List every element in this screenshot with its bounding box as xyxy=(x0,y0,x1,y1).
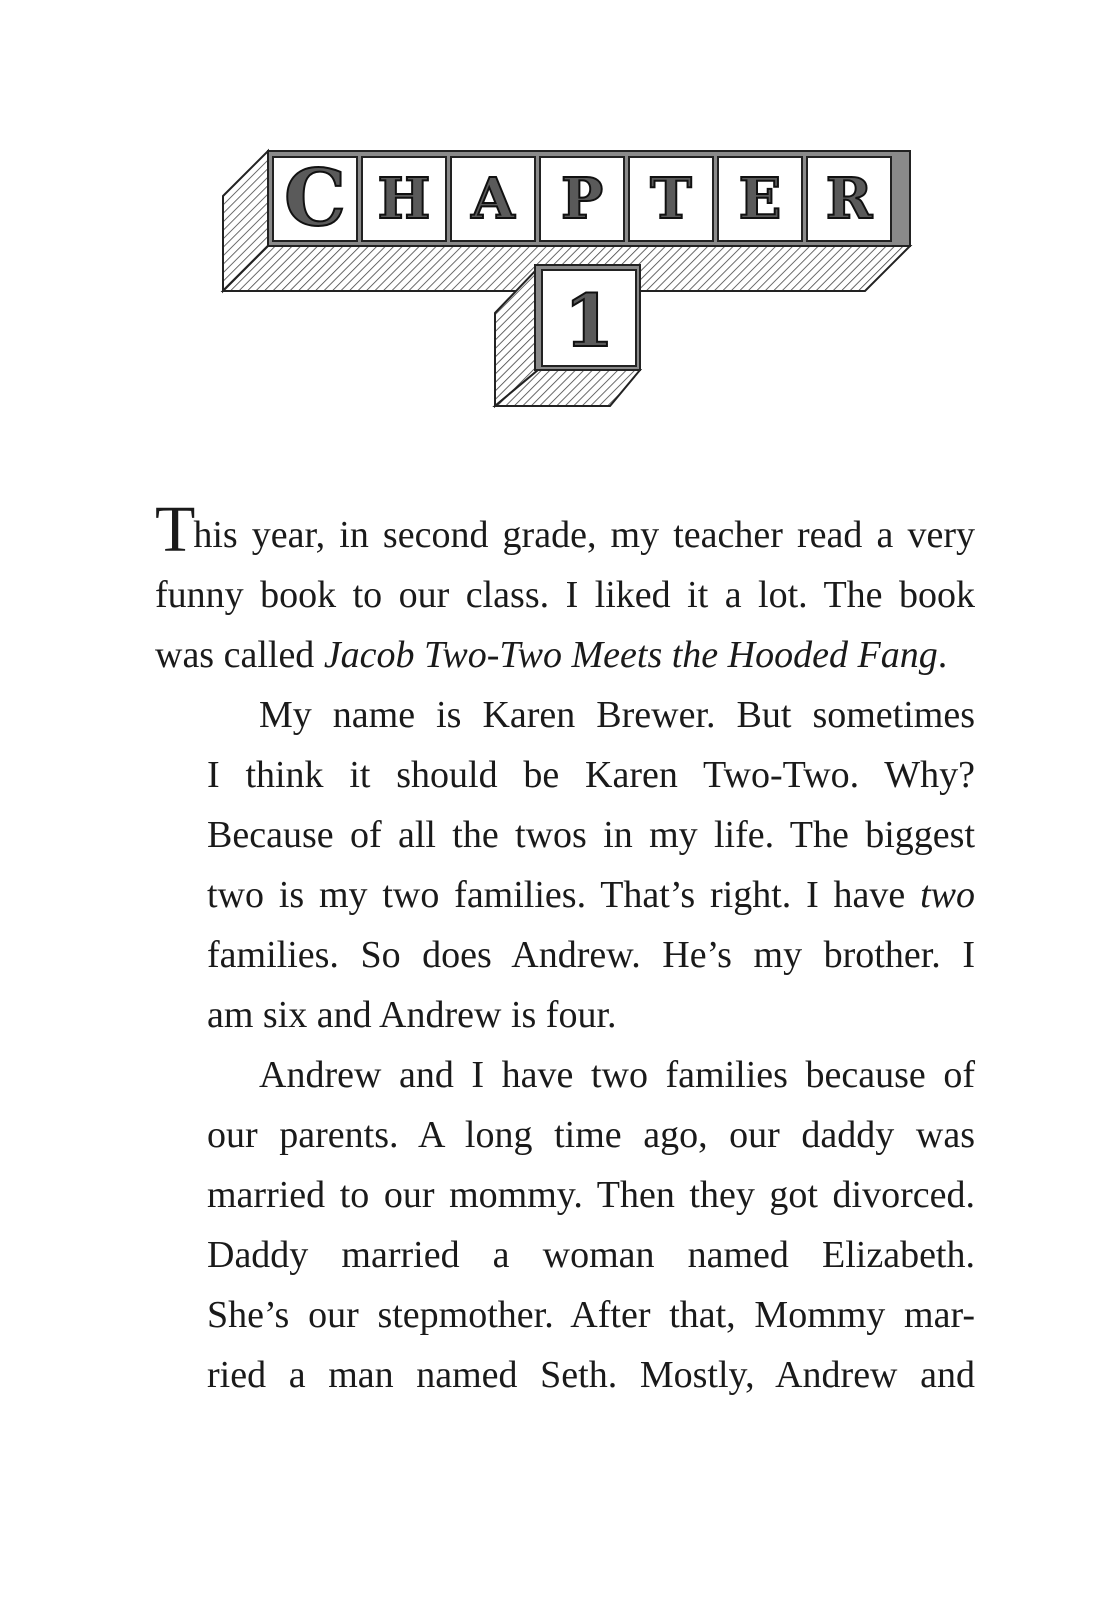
text-run: My name is Karen Brewer. But sometimes xyxy=(259,694,975,736)
text-run: I think it should be Karen Two-Two. Why? xyxy=(207,754,975,796)
text-run: Andrew and I have two families because of xyxy=(259,1054,975,1096)
paragraph xyxy=(155,1045,975,1405)
text-line xyxy=(155,805,975,865)
chapter-letter-block: A xyxy=(450,156,536,242)
text-run: Because of all the twos in my life. The biggest xyxy=(207,814,975,856)
text-run: funny book to our class. I liked it a lot. The book xyxy=(155,574,975,616)
text-line xyxy=(155,1225,975,1285)
text-run: his year, in second grade, my teacher read a very xyxy=(193,514,975,556)
italic-text: Jacob Two-Two Meets the Hooded Fang xyxy=(323,634,938,676)
text-run: ried a man named Seth. Mostly, Andrew and xyxy=(207,1354,975,1396)
text-run: married to our mommy. Then they got divorced. xyxy=(207,1174,975,1216)
text-run: Daddy married a woman named Elizabeth. xyxy=(207,1234,975,1276)
text-line xyxy=(155,625,975,685)
text-run: our parents. A long time ago, our daddy was xyxy=(207,1114,975,1156)
text-line xyxy=(155,1345,975,1405)
text-line xyxy=(155,1285,975,1345)
chapter-letter-block: P xyxy=(539,156,625,242)
chapter-letter-block: H xyxy=(361,156,447,242)
text-run: . xyxy=(937,634,948,676)
chapter-letter-block: C xyxy=(272,156,358,242)
chapter-letter-block: T xyxy=(628,156,714,242)
text-line xyxy=(155,685,975,745)
text-line xyxy=(155,1165,975,1225)
text-line xyxy=(155,985,975,1045)
paragraph xyxy=(155,493,975,685)
text-run: two is my two families. That’s right. I have xyxy=(207,874,921,916)
text-run: families. So does Andrew. He’s my brother. I xyxy=(207,934,975,976)
text-line xyxy=(155,1045,975,1105)
chapter-number: 1 xyxy=(563,278,615,363)
chapter-letter-block: R xyxy=(806,156,892,242)
italic-text: two xyxy=(920,874,975,916)
text-run: was called xyxy=(155,634,324,676)
paragraph xyxy=(155,685,975,1045)
text-run: She’s our stepmother. After that, Mommy mar- xyxy=(207,1294,975,1336)
drop-cap: T xyxy=(155,493,194,566)
text-line xyxy=(155,1105,975,1165)
chapter-heading xyxy=(220,148,920,418)
chapter-body xyxy=(155,493,975,1405)
text-line xyxy=(155,865,975,925)
text-line xyxy=(155,745,975,805)
text-line xyxy=(155,565,975,625)
chapter-letter-block: E xyxy=(717,156,803,242)
text-line xyxy=(155,925,975,985)
text-line xyxy=(155,493,975,566)
text-run: am six and Andrew is four. xyxy=(207,994,617,1036)
